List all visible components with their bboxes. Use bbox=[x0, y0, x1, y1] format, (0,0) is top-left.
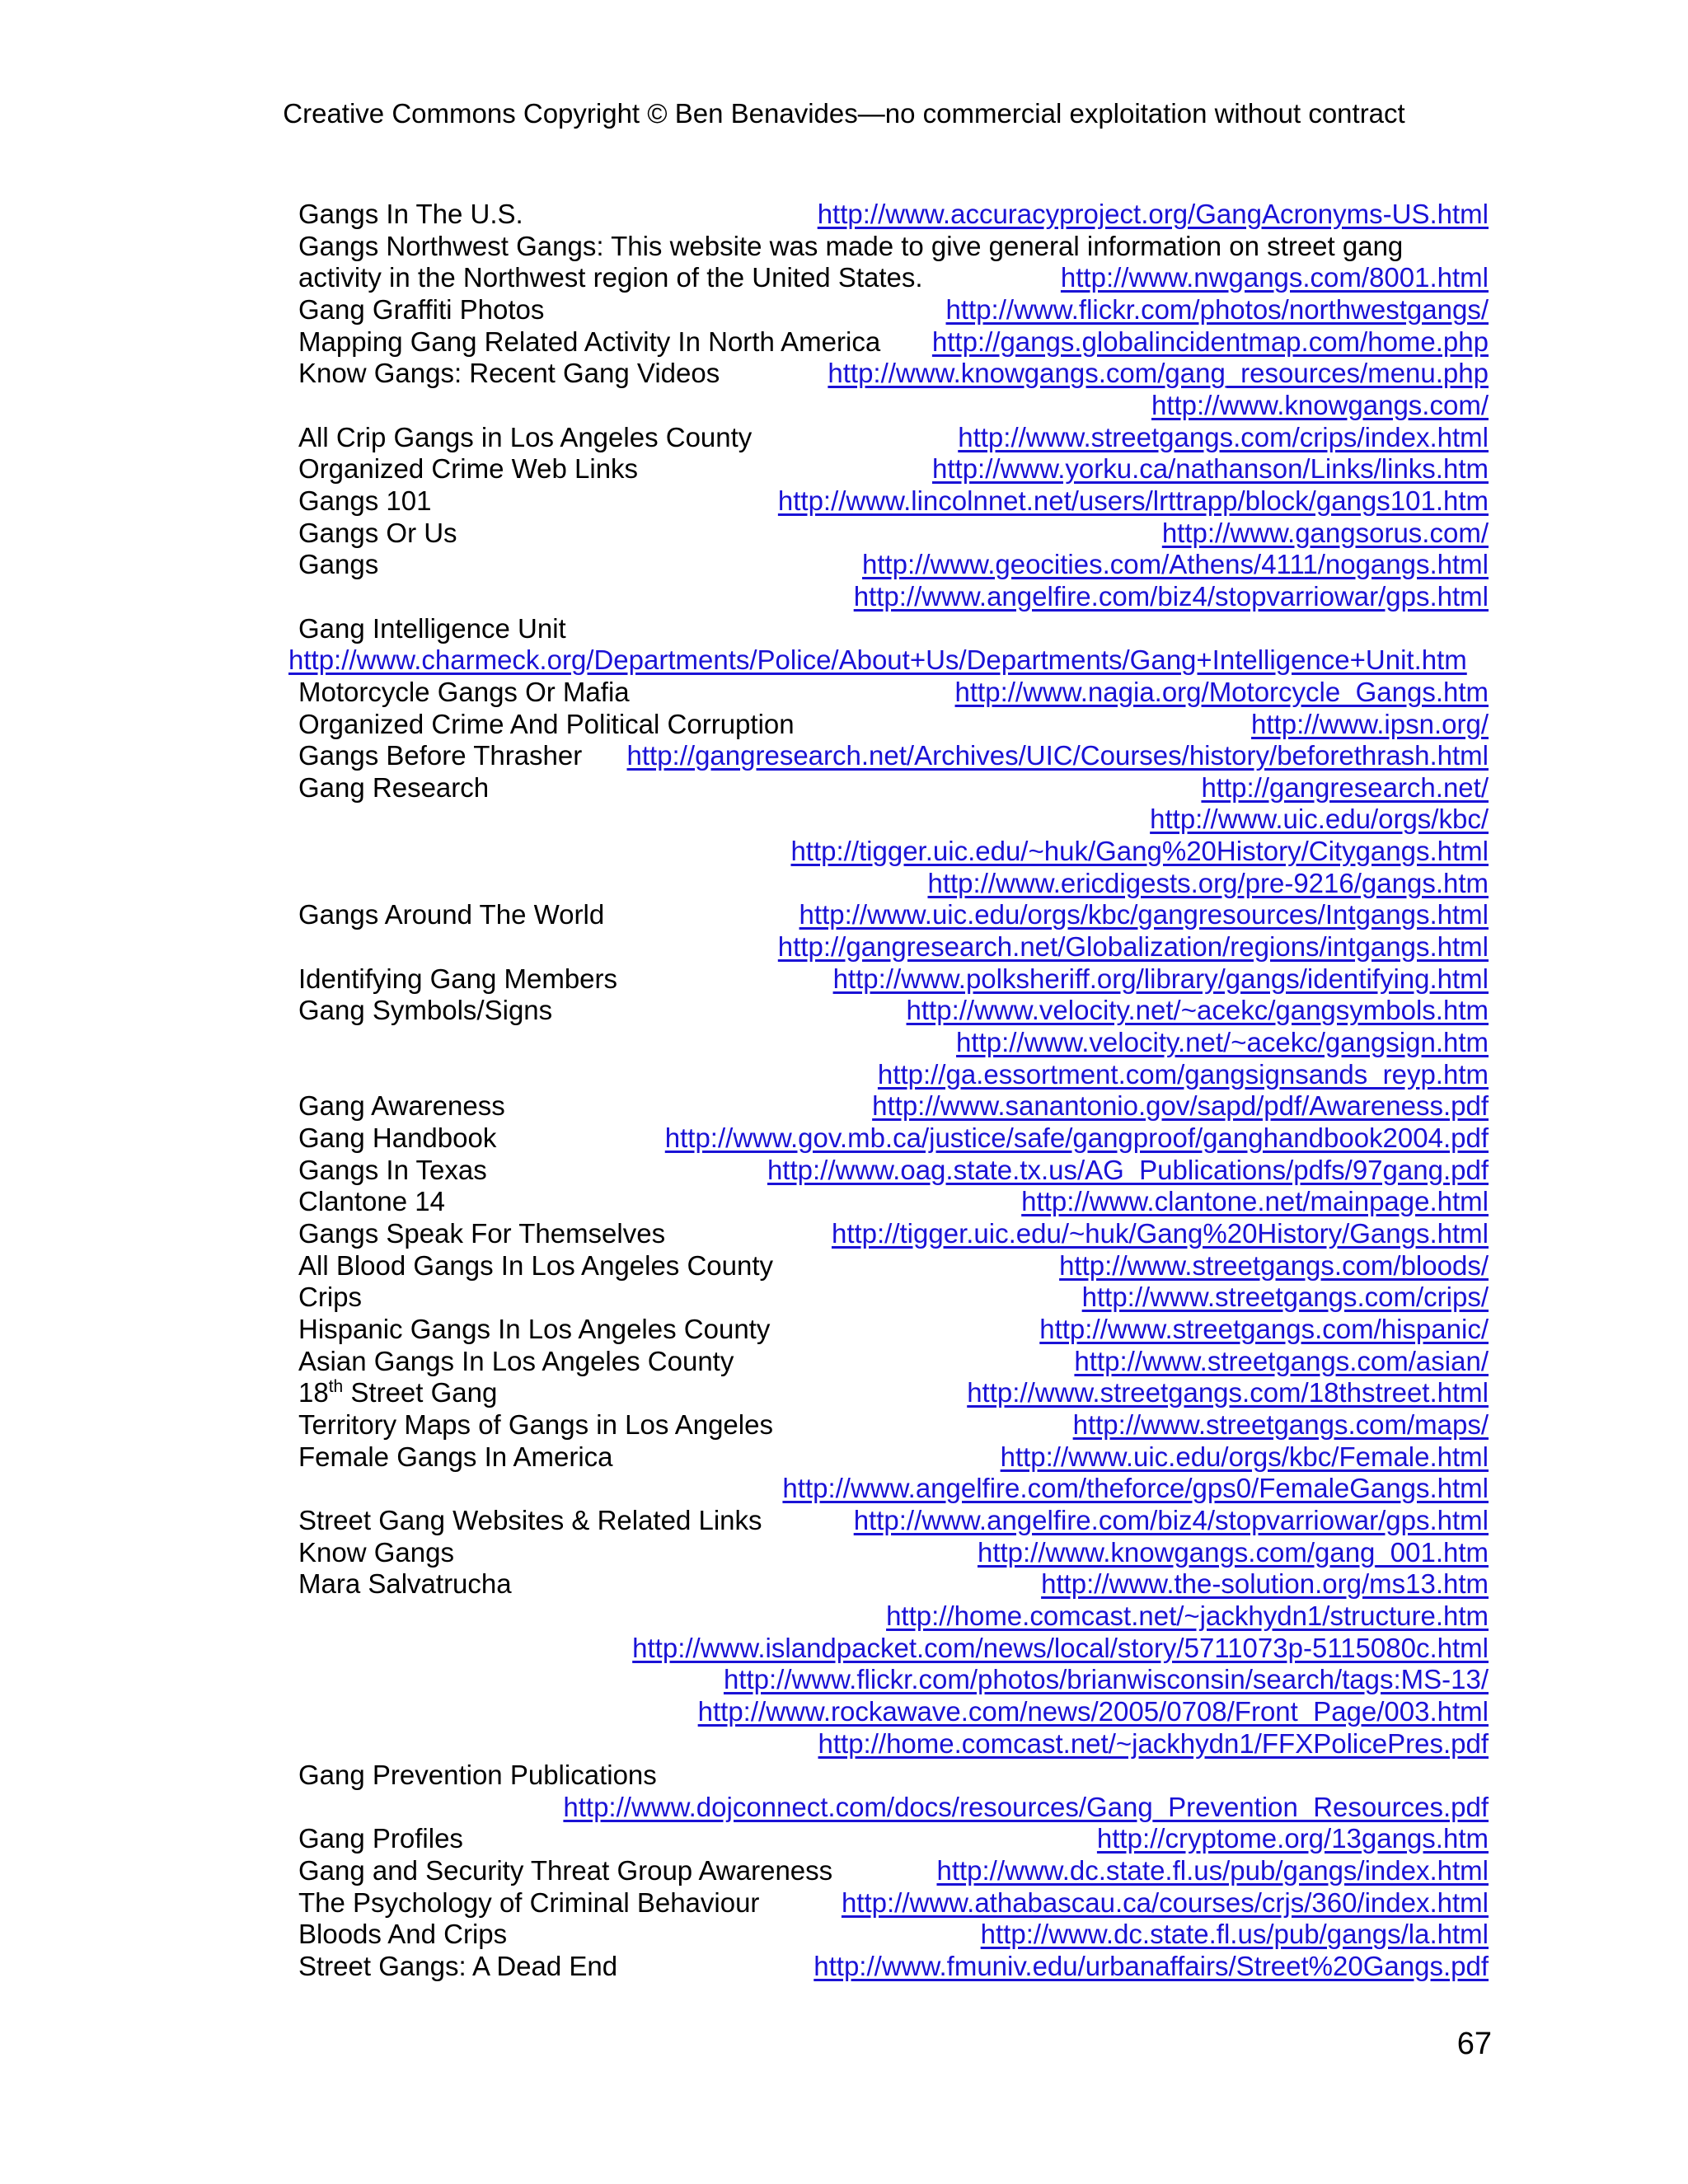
resource-label bbox=[298, 1441, 613, 1474]
resource-entry bbox=[298, 518, 1489, 550]
resource-url-link[interactable]: http://www.polksheriff.org/library/gangs/identifying.html bbox=[832, 963, 1489, 994]
resource-url-link[interactable]: http://www.accuracyproject.org/GangAcronyms-US.html bbox=[817, 199, 1489, 229]
resource-url-link[interactable]: http://www.flickr.com/photos/northwestgangs/ bbox=[945, 293, 1489, 325]
resource-entry bbox=[298, 1250, 1489, 1282]
resource-entry bbox=[298, 963, 1489, 996]
resource-label bbox=[298, 1887, 759, 1919]
resource-url-link[interactable]: http://www.yorku.ca/nathanson/Links/links.htm bbox=[932, 453, 1489, 485]
resource-entry bbox=[298, 613, 1489, 645]
resource-entry bbox=[298, 294, 1489, 326]
resource-label bbox=[298, 1537, 454, 1569]
resource-entry bbox=[298, 390, 1489, 422]
resource-entry bbox=[298, 262, 1489, 294]
resource-entry bbox=[298, 1346, 1489, 1378]
resource-label bbox=[298, 1346, 734, 1378]
resource-label-text: All Crip Gangs in Los Angeles County bbox=[298, 421, 753, 452]
resource-entry bbox=[298, 931, 1489, 963]
resource-entry bbox=[298, 1505, 1489, 1537]
resource-url-link[interactable]: http://www.angelfire.com/theforce/gps0/FemaleGangs.html bbox=[782, 1473, 1489, 1504]
resource-label bbox=[298, 1505, 762, 1537]
resource-label bbox=[298, 1155, 487, 1187]
resource-label bbox=[298, 1760, 657, 1792]
resource-url-link[interactable]: http://www.charmeck.org/Departments/Police/About+Us/Departments/Gang+Intelligence+Unit.htm bbox=[288, 644, 1467, 676]
resource-label bbox=[298, 1568, 512, 1601]
resource-label-text: Mapping Gang Related Activity In North America bbox=[298, 326, 881, 357]
resource-entry bbox=[298, 1027, 1489, 1059]
resource-entry bbox=[298, 995, 1489, 1027]
resource-url-link[interactable]: http://tigger.uic.edu/~huk/Gang%20History/Citygangs.html bbox=[790, 836, 1489, 867]
resource-label bbox=[298, 199, 523, 231]
resource-entry bbox=[298, 1186, 1489, 1218]
resource-entry bbox=[298, 1090, 1489, 1122]
resource-url-link[interactable]: http://www.uic.edu/orgs/kbc/gangresources/Intgangs.html bbox=[799, 899, 1489, 930]
resource-entry bbox=[298, 485, 1489, 518]
resource-url-link[interactable]: http://www.streetgangs.com/asian/ bbox=[1074, 1345, 1489, 1376]
resource-entry bbox=[298, 1792, 1489, 1824]
resource-url-link[interactable]: http://gangresearch.net/Archives/UIC/Courses/history/beforethrash.html bbox=[626, 740, 1489, 771]
resource-label-text: The Psychology of Criminal Behaviour bbox=[298, 1886, 760, 1918]
ordinal-superscript: th bbox=[328, 1377, 344, 1397]
resource-url-link[interactable]: http://www.islandpacket.com/news/local/story/5711073p-5115080c.html bbox=[632, 1632, 1489, 1663]
resource-url-link[interactable]: http://www.flickr.com/photos/brianwisconsin/search/tags:MS-13/ bbox=[723, 1664, 1489, 1695]
resource-entry bbox=[298, 358, 1489, 390]
resource-label-text: Gangs Before Thrasher bbox=[298, 740, 583, 771]
resource-entry bbox=[298, 1473, 1489, 1505]
copyright-header: Creative Commons Copyright © Ben Benavides—no commercial exploitation without contract bbox=[283, 98, 1405, 129]
resource-label-text: Street Gangs: A Dead End bbox=[298, 1951, 618, 1982]
resource-entry bbox=[298, 1122, 1489, 1155]
resource-entry bbox=[298, 804, 1489, 836]
resource-entry bbox=[298, 868, 1489, 900]
resource-label-text: Know Gangs: Recent Gang Videos bbox=[298, 358, 720, 389]
page-number: 67 bbox=[1456, 2027, 1492, 2061]
resource-label-text: activity in the Northwest region of the United States. bbox=[298, 262, 923, 293]
resource-entry bbox=[298, 422, 1489, 454]
gang-resource-link-list bbox=[288, 199, 1489, 1983]
resource-label-text: Motorcycle Gangs Or Mafia bbox=[298, 676, 630, 707]
resource-label-text: Territory Maps of Gangs in Los Angeles bbox=[298, 1408, 773, 1440]
resource-label-text: Gang and Security Threat Group Awareness bbox=[298, 1855, 833, 1886]
resource-entry bbox=[298, 677, 1489, 709]
resource-entry bbox=[298, 1568, 1489, 1601]
resource-url-link[interactable]: http://www.gangsorus.com/ bbox=[1161, 517, 1489, 548]
resource-label-text: Gang Research bbox=[298, 771, 490, 803]
resource-label bbox=[298, 262, 923, 294]
resource-url-link[interactable]: http://www.ipsn.org/ bbox=[1251, 708, 1489, 739]
resource-label bbox=[298, 1218, 665, 1250]
resource-label-text: Mara Salvatrucha bbox=[298, 1568, 512, 1600]
resource-entry bbox=[298, 1919, 1489, 1951]
resource-entry bbox=[298, 1377, 1489, 1409]
resource-label-text: Street Gang bbox=[343, 1377, 498, 1408]
resource-label bbox=[298, 1919, 507, 1951]
resource-label bbox=[298, 677, 630, 709]
resource-url-link[interactable]: http://www.velocity.net/~acekc/gangsymbols.htm bbox=[906, 995, 1489, 1026]
resource-label bbox=[298, 1823, 463, 1855]
resource-url-link[interactable]: http://www.streetgangs.com/hispanic/ bbox=[1039, 1313, 1489, 1344]
resource-label bbox=[298, 963, 617, 996]
resource-url-link[interactable]: http://www.oag.state.tx.us/AG_Publications/pdfs/97gang.pdf bbox=[767, 1154, 1489, 1185]
resource-label bbox=[298, 1314, 770, 1346]
resource-label-text: Gang Awareness bbox=[298, 1090, 505, 1122]
resource-entry bbox=[298, 740, 1489, 772]
resource-label-text: Organized Crime Web Links bbox=[298, 453, 639, 485]
resource-label bbox=[298, 740, 582, 772]
resource-url-link[interactable]: http://www.velocity.net/~acekc/gangsign.htm bbox=[956, 1027, 1489, 1058]
resource-label bbox=[298, 1855, 832, 1887]
resource-url-link[interactable]: http://www.the-solution.org/ms13.htm bbox=[1041, 1568, 1489, 1600]
resource-label-text: Gangs Speak For Themselves bbox=[298, 1218, 666, 1249]
resource-label-text: Gang Symbols/Signs bbox=[298, 995, 553, 1026]
resource-url-link[interactable]: http://www.sanantonio.gov/sapd/pdf/Awareness.pdf bbox=[872, 1090, 1489, 1122]
resource-label-text: Gang Graffiti Photos bbox=[298, 293, 545, 325]
resource-url-link[interactable]: http://ga.essortment.com/gangsignsands_reyp.htm bbox=[877, 1058, 1489, 1090]
resource-entry bbox=[298, 1887, 1489, 1919]
resource-entry bbox=[298, 549, 1489, 581]
resource-label-text: Gang Intelligence Unit bbox=[298, 612, 566, 644]
resource-url-link[interactable]: http://gangresearch.net/Globalization/regions/intgangs.html bbox=[777, 931, 1489, 963]
resource-url-link[interactable]: http://www.ericdigests.org/pre-9216/gangs.htm bbox=[927, 867, 1489, 898]
resource-entry bbox=[298, 326, 1489, 359]
resource-label bbox=[298, 358, 720, 390]
resource-label bbox=[298, 1090, 505, 1122]
resource-url-link[interactable]: http://www.nagia.org/Motorcycle_Gangs.htm bbox=[954, 676, 1489, 707]
resource-entry bbox=[298, 1537, 1489, 1569]
resource-label-text: Clantone 14 bbox=[298, 1186, 445, 1217]
resource-label bbox=[298, 1122, 496, 1155]
resource-label bbox=[298, 1409, 773, 1441]
resource-entry bbox=[298, 1441, 1489, 1474]
resource-label bbox=[298, 326, 880, 359]
resource-url-link[interactable]: http://www.uic.edu/orgs/kbc/Female.html bbox=[1000, 1441, 1489, 1472]
resource-url-link[interactable]: http://www.dc.state.fl.us/pub/gangs/la.html bbox=[980, 1919, 1489, 1950]
resource-url-link[interactable]: http://www.fmuniv.edu/urbanaffairs/Street%20Gangs.pdf bbox=[814, 1951, 1489, 1982]
resource-url-link[interactable]: http://www.streetgangs.com/crips/ bbox=[1081, 1282, 1489, 1313]
resource-url-link[interactable]: http://www.streetgangs.com/18thstreet.html bbox=[967, 1377, 1489, 1408]
resource-entry bbox=[298, 1760, 1489, 1792]
resource-label-text: Identifying Gang Members bbox=[298, 963, 618, 994]
resource-url-link[interactable]: http://cryptome.org/13gangs.htm bbox=[1096, 1823, 1489, 1854]
resource-label-text: Organized Crime And Political Corruption bbox=[298, 708, 795, 739]
resource-label-text: Gangs bbox=[298, 549, 379, 580]
resource-label bbox=[298, 709, 795, 741]
resource-label-text: Gang Prevention Publications bbox=[298, 1760, 657, 1791]
resource-entry bbox=[298, 581, 1489, 613]
resource-label-text: All Blood Gangs In Los Angeles County bbox=[298, 1249, 774, 1281]
resource-entry bbox=[298, 199, 1489, 231]
resource-entry bbox=[298, 772, 1489, 804]
resource-url-link[interactable]: http://tigger.uic.edu/~huk/Gang%20History/Gangs.html bbox=[831, 1218, 1489, 1249]
resource-entry bbox=[298, 1728, 1489, 1760]
resource-entry bbox=[298, 1601, 1489, 1633]
resource-label bbox=[298, 899, 604, 931]
resource-label bbox=[298, 1186, 445, 1218]
resource-label bbox=[298, 1250, 773, 1282]
resource-entry bbox=[298, 1314, 1489, 1346]
resource-label bbox=[298, 294, 544, 326]
resource-url-link[interactable]: http://home.comcast.net/~jackhydn1/structure.htm bbox=[886, 1600, 1489, 1631]
resource-label bbox=[298, 453, 638, 485]
resource-entry bbox=[298, 1409, 1489, 1441]
entry-description: Gangs Northwest Gangs: This website was made to give general information on street gang bbox=[298, 230, 1404, 261]
resource-url-link[interactable]: http://www.streetgangs.com/crips/index.html bbox=[958, 421, 1489, 452]
resource-label-text: 18 bbox=[298, 1377, 329, 1408]
resource-url-link[interactable]: http://www.gov.mb.ca/justice/safe/gangproof/ganghandbook2004.pdf bbox=[664, 1122, 1489, 1154]
resource-label-text: Bloods And Crips bbox=[298, 1919, 508, 1950]
resource-url-link[interactable]: http://www.angelfire.com/biz4/stopvarriowar/gps.html bbox=[853, 1504, 1489, 1535]
resource-url-link[interactable]: http://www.uic.edu/orgs/kbc/ bbox=[1150, 804, 1489, 835]
resource-entry bbox=[298, 1155, 1489, 1187]
resource-entry bbox=[298, 899, 1489, 931]
resource-label bbox=[298, 549, 378, 581]
resource-label-text: Gangs 101 bbox=[298, 485, 432, 516]
resource-url-link[interactable]: http://www.knowgangs.com/gang_001.htm bbox=[977, 1536, 1489, 1568]
resource-url-link[interactable]: http://gangresearch.net/ bbox=[1201, 771, 1489, 803]
resource-url-link[interactable]: http://www.streetgangs.com/maps/ bbox=[1072, 1408, 1489, 1440]
resource-label-text: Gangs Around The World bbox=[298, 899, 605, 930]
resource-url-link[interactable]: http://www.dc.state.fl.us/pub/gangs/index.html bbox=[936, 1855, 1489, 1886]
resource-entry bbox=[298, 1664, 1489, 1696]
resource-label-text: Hispanic Gangs In Los Angeles County bbox=[298, 1313, 771, 1344]
resource-url-link[interactable]: http://www.athabascau.ca/courses/crjs/360/index.html bbox=[841, 1886, 1489, 1918]
resource-label bbox=[298, 995, 552, 1027]
resource-url-link[interactable]: http://www.knowgangs.com/ bbox=[1151, 389, 1489, 420]
resource-entry bbox=[288, 644, 1489, 677]
resource-label bbox=[298, 772, 489, 804]
resource-url-link[interactable]: http://www.dojconnect.com/docs/resources/Gang_Prevention_Resources.pdf bbox=[563, 1791, 1489, 1822]
resource-url-link[interactable]: http://www.streetgangs.com/bloods/ bbox=[1059, 1249, 1489, 1281]
resource-label bbox=[298, 1282, 362, 1314]
resource-label bbox=[298, 613, 566, 645]
resource-entry bbox=[298, 836, 1489, 868]
resource-url-link[interactable]: http://www.clantone.net/mainpage.html bbox=[1021, 1186, 1489, 1217]
resource-label-text: Crips bbox=[298, 1282, 363, 1313]
resource-entry bbox=[298, 453, 1489, 485]
resource-label-text: Know Gangs bbox=[298, 1536, 454, 1568]
resource-label-text: Asian Gangs In Los Angeles County bbox=[298, 1345, 734, 1376]
resource-url-link[interactable]: http://www.knowgangs.com/gang_resources/menu.php bbox=[828, 358, 1489, 389]
resource-entry bbox=[298, 709, 1489, 741]
resource-entry bbox=[298, 1855, 1489, 1887]
resource-url-link[interactable]: http://www.lincolnnet.net/users/lrttrapp/block/gangs101.htm bbox=[777, 485, 1489, 516]
resource-entry bbox=[298, 1282, 1489, 1314]
resource-entry bbox=[298, 1059, 1489, 1091]
resource-entry bbox=[298, 1696, 1489, 1728]
resource-label bbox=[298, 422, 752, 454]
resource-url-link[interactable]: http://gangs.globalincidentmap.com/home.php bbox=[931, 326, 1489, 357]
resource-label-text: Gangs In Texas bbox=[298, 1154, 487, 1185]
resource-label-text: Street Gang Websites & Related Links bbox=[298, 1504, 762, 1535]
resource-label bbox=[298, 485, 431, 518]
resource-url-link[interactable]: http://www.geocities.com/Athens/4111/nogangs.html bbox=[861, 549, 1489, 580]
resource-url-link[interactable]: http://www.angelfire.com/biz4/stopvarriowar/gps.html bbox=[853, 580, 1489, 612]
resource-label bbox=[298, 1377, 497, 1409]
resource-entry bbox=[298, 1951, 1489, 1983]
resource-label-text: Gang Profiles bbox=[298, 1823, 463, 1854]
resource-url-link[interactable]: http://www.nwgangs.com/8001.html bbox=[1060, 262, 1489, 293]
resource-label-text: Gangs In The U.S. bbox=[298, 199, 523, 229]
resource-label-text: Female Gangs In America bbox=[298, 1441, 613, 1472]
resource-url-link[interactable]: http://www.rockawave.com/news/2005/0708/Front_Page/003.html bbox=[697, 1695, 1489, 1727]
resource-url-link[interactable]: http://home.comcast.net/~jackhydn1/FFXPolicePres.pdf bbox=[818, 1727, 1489, 1759]
resource-label bbox=[298, 518, 457, 550]
resource-entry bbox=[298, 1823, 1489, 1855]
resource-entry bbox=[298, 1633, 1489, 1665]
resource-label-text: Gang Handbook bbox=[298, 1122, 497, 1154]
resource-entry bbox=[298, 1218, 1489, 1250]
resource-label bbox=[298, 1951, 617, 1983]
resource-label-text: Gangs Or Us bbox=[298, 517, 457, 548]
